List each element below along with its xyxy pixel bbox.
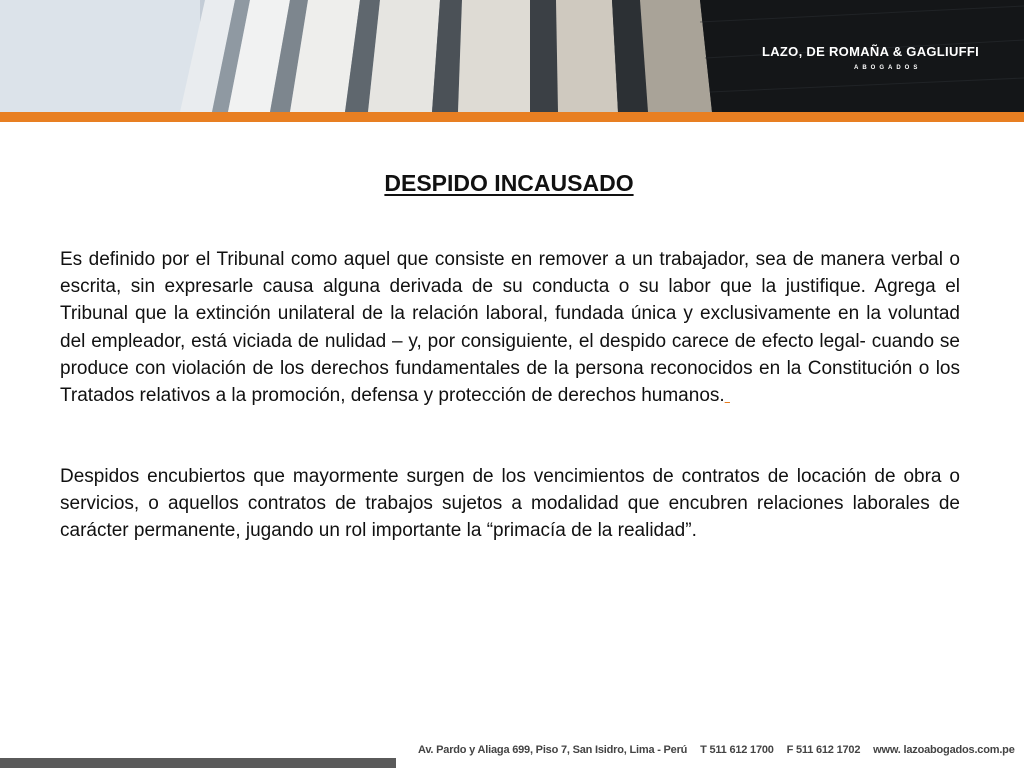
footer-website: www. lazoabogados.com.pe (873, 744, 1015, 756)
firm-logo (762, 44, 1002, 71)
footer-phone: T 511 612 1700 (700, 744, 774, 756)
footer-address: Av. Pardo y Aliaga 699, Piso 7, San Isidro, Lima - Perú (418, 744, 688, 756)
paragraph-definition-text: Es definido por el Tribunal como aquel que consiste en remover a un trabajador, sea de manera verbal o escrita, sin expresarle causa alguna derivada de su conducta o su labor que la justifique. Agrega el Tribunal que la extinción unilateral de la relación laboral, fundada única y exclusivamente en la voluntad del empleador, está viciada de nulidad – y, por consiguiente, el despido carece de efecto legal- cuando se produce con violación de los derechos fundamentales de la persona reconocidos en la Constitución o los Tratados relativos a la promoción, defensa y protección de derechos humanos. (60, 249, 960, 407)
footer-fax: F 511 612 1702 (786, 744, 861, 756)
header-banner (0, 0, 1024, 112)
firm-subtitle: ABOGADOS (854, 65, 922, 71)
document-title: DESPIDO INCAUSADO (384, 170, 634, 196)
accent-divider (0, 112, 1024, 122)
paragraph-definition (60, 246, 960, 409)
footer-contact (418, 744, 1014, 756)
footer-bar (0, 758, 396, 768)
paragraph-covert-dismissals: Despidos encubiertos que mayormente surgen de los vencimientos de contratos de locación de obra o servicios, o aquellos contratos de trabajos sujetos a modalidad que encubren relaciones laborales de carácter permanente, jugando un rol importante la “primacía de la realidad”. (60, 466, 960, 542)
firm-name: LAZO, DE ROMAÑA & GAGLIUFFI (762, 44, 980, 59)
trailing-mark (725, 385, 730, 406)
